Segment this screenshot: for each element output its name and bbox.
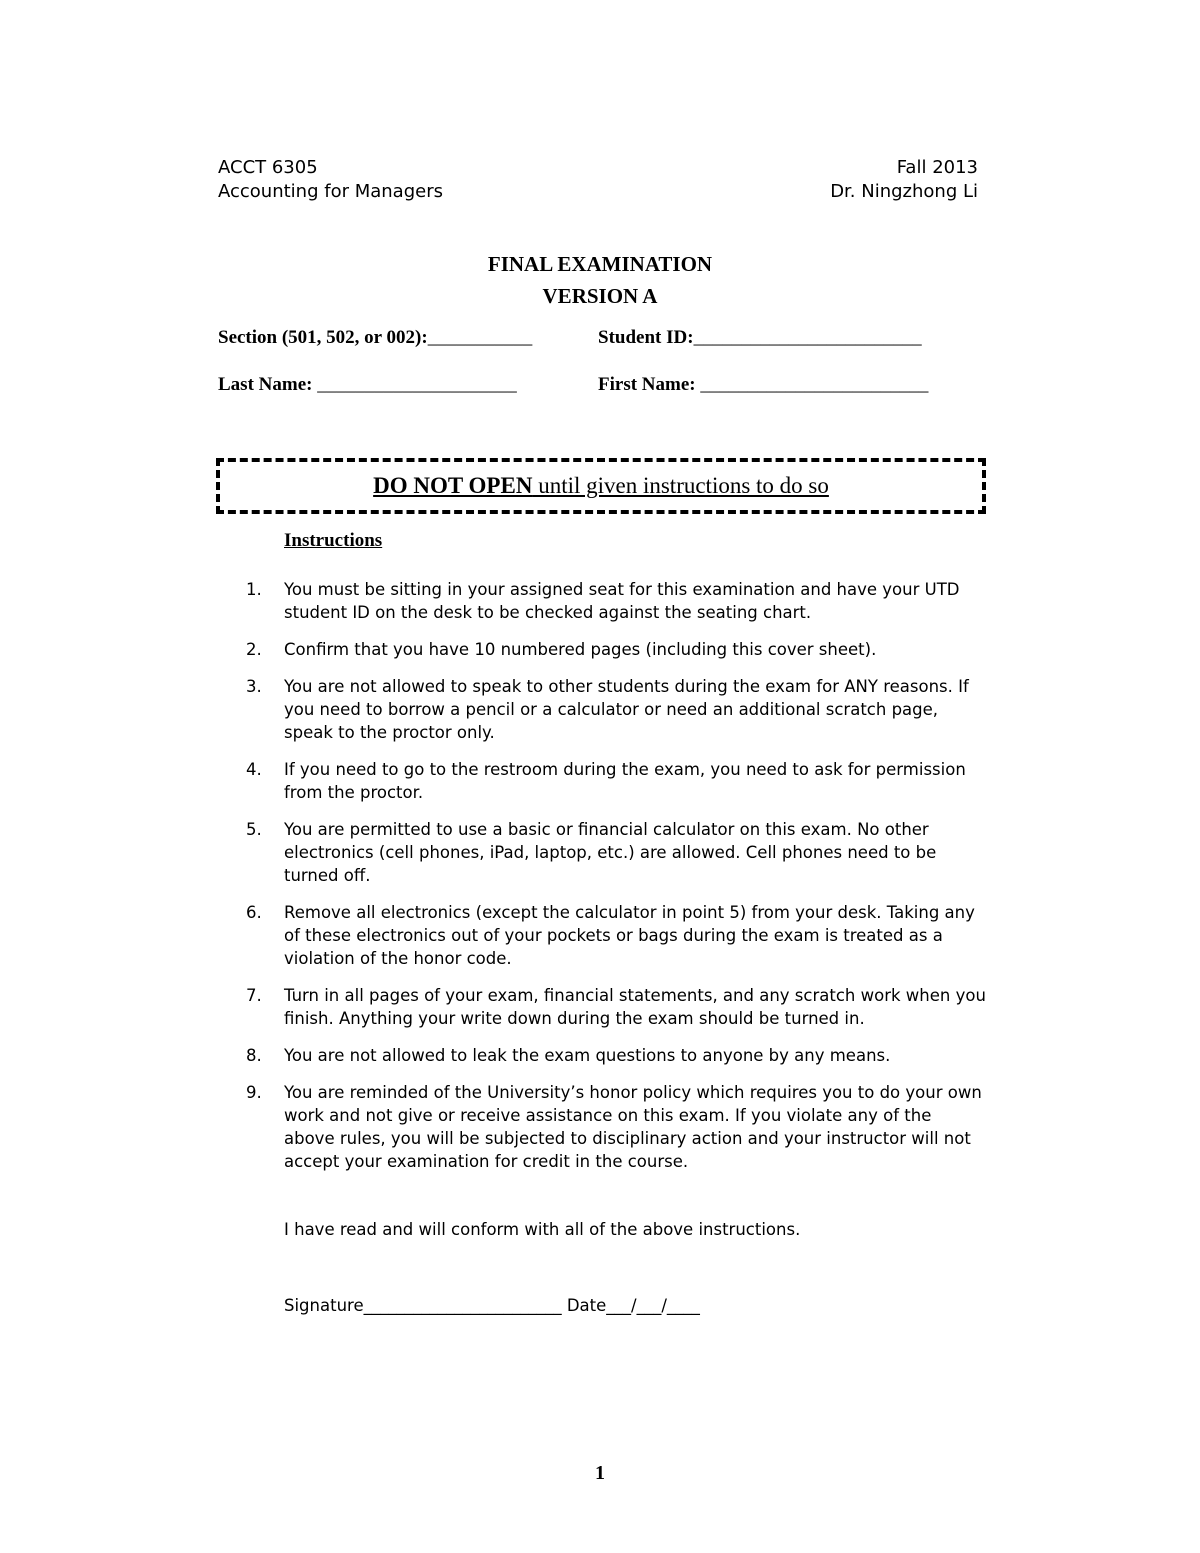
- course-info: [218, 156, 443, 204]
- item-number: 7.: [246, 986, 262, 1005]
- signature-blank[interactable]: ________________________: [363, 1296, 562, 1315]
- last-name-label: Last Name:: [218, 374, 313, 395]
- instructor-name: Dr. Ningzhong Li: [830, 181, 978, 202]
- last-name-blank[interactable]: _____________________: [317, 374, 517, 395]
- first-name-blank[interactable]: ________________________: [700, 374, 929, 395]
- notice-text: [373, 473, 829, 499]
- item-text: You are permitted to use a basic or financial calculator on this exam. No other electronics (cell phones, iPad, laptop, etc.) are allowed. Cell phones need to be turned off.: [284, 820, 937, 885]
- instructions-list: [246, 578, 986, 1187]
- item-text: Remove all electronics (except the calculator in point 5) from your desk. Taking any of these electronics out of your pockets or bags during the exam is treated as a violation of the honor code.: [284, 903, 975, 968]
- last-name-field[interactable]: [218, 374, 517, 396]
- list-item: [246, 984, 986, 1030]
- instructions-heading: Instructions: [284, 530, 383, 551]
- item-number: 4.: [246, 760, 262, 779]
- item-number: 9.: [246, 1083, 262, 1102]
- item-text: You are not allowed to leak the exam questions to anyone by any means.: [284, 1046, 891, 1065]
- term: Fall 2013: [896, 157, 978, 178]
- item-text: You must be sitting in your assigned seat for this examination and have your UTD student ID on the desk to be checked against the seating chart.: [284, 580, 960, 622]
- list-item: [246, 758, 986, 804]
- section-label: Section (501, 502, or 002):: [218, 327, 428, 348]
- exam-version: VERSION A: [542, 284, 658, 308]
- do-not-open-notice: [216, 458, 986, 514]
- course-code: ACCT 6305: [218, 157, 318, 178]
- signature-label: Signature: [284, 1296, 364, 1315]
- date-label: Date: [561, 1296, 607, 1315]
- course-name: Accounting for Managers: [218, 181, 443, 202]
- date-blank[interactable]: ___/___/____: [606, 1296, 700, 1315]
- notice-rest: until given instructions to do so: [532, 473, 829, 498]
- list-item: [246, 1081, 986, 1173]
- item-text: Turn in all pages of your exam, financial statements, and any scratch work when you finish. Anything your write down during the exam should be turned in.: [284, 986, 986, 1028]
- list-item: [246, 638, 986, 661]
- item-number: 2.: [246, 640, 262, 659]
- exam-title-line1: FINAL EXAMINATION: [487, 252, 713, 276]
- first-name-label: First Name:: [598, 374, 696, 395]
- item-text: Confirm that you have 10 numbered pages (including this cover sheet).: [284, 640, 877, 659]
- student-id-label: Student ID:: [598, 327, 694, 348]
- item-number: 5.: [246, 820, 262, 839]
- list-item: [246, 675, 986, 744]
- item-text: If you need to go to the restroom during the exam, you need to ask for permission from the proctor.: [284, 760, 966, 802]
- page-number: 1: [595, 1462, 605, 1484]
- confirmation-statement: I have read and will conform with all of the above instructions.: [284, 1220, 801, 1239]
- section-blank[interactable]: ___________: [427, 327, 533, 348]
- item-number: 8.: [246, 1046, 262, 1065]
- exam-title: [0, 248, 1200, 312]
- student-id-blank[interactable]: ________________________: [693, 327, 922, 348]
- signature-line[interactable]: [284, 1294, 700, 1317]
- first-name-field[interactable]: [598, 374, 928, 396]
- item-number: 1.: [246, 580, 262, 599]
- list-item: [246, 1044, 986, 1067]
- section-field[interactable]: [218, 327, 532, 349]
- term-info: [830, 156, 978, 204]
- notice-bold: DO NOT OPEN: [373, 473, 533, 498]
- item-text: You are reminded of the University’s honor policy which requires you to do your own work and not give or receive assistance on this exam. If you violate any of the above rules, you will be subjected to disciplinary action and your instructor will not accept your examination for credit in the course.: [284, 1083, 982, 1171]
- list-item: [246, 578, 986, 624]
- list-item: [246, 818, 986, 887]
- student-id-field[interactable]: [598, 327, 922, 349]
- item-text: You are not allowed to speak to other students during the exam for ANY reasons. If you need to borrow a pencil or a calculator or need an additional scratch page, speak to the proctor only.: [284, 677, 969, 742]
- item-number: 6.: [246, 903, 262, 922]
- list-item: [246, 901, 986, 970]
- item-number: 3.: [246, 677, 262, 696]
